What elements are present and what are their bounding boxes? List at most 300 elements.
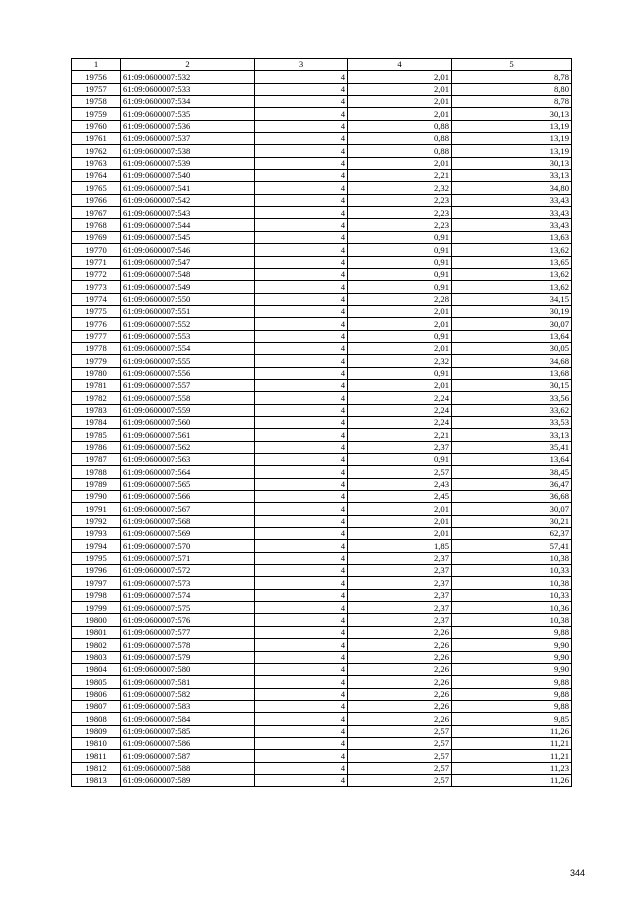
column-4-value: 2,01 [348,96,452,108]
row-number: 19782 [72,392,121,404]
column-header-1: 1 [72,59,121,71]
cadastral-number: 61:09:0600007:559 [121,404,255,416]
cadastral-number: 61:09:0600007:584 [121,713,255,725]
column-3-value: 4 [255,207,348,219]
row-number: 19775 [72,305,121,317]
row-number: 19803 [72,651,121,663]
cadastral-number: 61:09:0600007:561 [121,429,255,441]
table-row [72,367,572,379]
table-row [72,145,572,157]
column-4-value: 2,26 [348,651,452,663]
cadastral-number: 61:09:0600007:572 [121,565,255,577]
cadastral-number: 61:09:0600007:588 [121,762,255,774]
column-4-value: 0,91 [348,367,452,379]
cadastral-number: 61:09:0600007:533 [121,83,255,95]
column-4-value: 2,01 [348,318,452,330]
row-number: 19756 [72,71,121,83]
table-row [72,157,572,169]
cadastral-number: 61:09:0600007:583 [121,700,255,712]
column-4-value: 2,23 [348,207,452,219]
column-5-value: 8,80 [452,83,572,95]
column-5-value: 9,88 [452,626,572,638]
cadastral-number: 61:09:0600007:546 [121,244,255,256]
cadastral-number: 61:09:0600007:589 [121,774,255,786]
row-number: 19812 [72,762,121,774]
column-3-value: 4 [255,552,348,564]
row-number: 19795 [72,552,121,564]
row-number: 19798 [72,589,121,601]
column-3-value: 4 [255,602,348,614]
column-5-value: 34,80 [452,182,572,194]
column-3-value: 4 [255,404,348,416]
cadastral-number: 61:09:0600007:585 [121,725,255,737]
column-4-value: 2,24 [348,404,452,416]
column-4-value: 0,88 [348,120,452,132]
page-number: 344 [569,868,585,878]
column-5-value: 30,07 [452,318,572,330]
column-5-value: 13,63 [452,231,572,243]
row-number: 19759 [72,108,121,120]
column-3-value: 4 [255,145,348,157]
cadastral-number: 61:09:0600007:582 [121,688,255,700]
column-5-value: 36,68 [452,491,572,503]
column-4-value: 2,26 [348,626,452,638]
column-3-value: 4 [255,157,348,169]
column-3-value: 4 [255,762,348,774]
cadastral-number: 61:09:0600007:574 [121,589,255,601]
column-4-value: 2,01 [348,305,452,317]
column-header-3: 3 [255,59,348,71]
row-number: 19786 [72,441,121,453]
column-5-value: 13,62 [452,281,572,293]
table-row [72,281,572,293]
table-row [72,355,572,367]
column-4-value: 2,57 [348,774,452,786]
column-5-value: 30,21 [452,515,572,527]
column-5-value: 13,62 [452,268,572,280]
cadastral-number: 61:09:0600007:573 [121,577,255,589]
column-3-value: 4 [255,713,348,725]
column-5-value: 13,19 [452,120,572,132]
column-4-value: 2,37 [348,602,452,614]
column-3-value: 4 [255,565,348,577]
table-row [72,577,572,589]
column-3-value: 4 [255,750,348,762]
table-row [72,515,572,527]
row-number: 19805 [72,676,121,688]
table-row [72,244,572,256]
table-row [72,133,572,145]
column-4-value: 2,37 [348,577,452,589]
cadastral-number: 61:09:0600007:535 [121,108,255,120]
row-number: 19790 [72,491,121,503]
column-3-value: 4 [255,133,348,145]
table-row [72,503,572,515]
row-number: 19778 [72,342,121,354]
cadastral-number: 61:09:0600007:555 [121,355,255,367]
row-number: 19800 [72,614,121,626]
cadastral-number: 61:09:0600007:587 [121,750,255,762]
row-number: 19767 [72,207,121,219]
column-4-value: 2,24 [348,392,452,404]
row-number: 19792 [72,515,121,527]
table-row [72,466,572,478]
column-5-value: 34,68 [452,355,572,367]
cadastral-number: 61:09:0600007:569 [121,528,255,540]
column-5-value: 10,38 [452,577,572,589]
column-3-value: 4 [255,71,348,83]
row-number: 19810 [72,737,121,749]
cadastral-number: 61:09:0600007:545 [121,231,255,243]
table-row [72,256,572,268]
column-4-value: 2,26 [348,663,452,675]
column-5-value: 8,78 [452,71,572,83]
row-number: 19780 [72,367,121,379]
column-3-value: 4 [255,355,348,367]
table-body [72,71,572,787]
column-5-value: 13,19 [452,133,572,145]
cadastral-number: 61:09:0600007:560 [121,416,255,428]
table-row [72,454,572,466]
column-5-value: 8,78 [452,96,572,108]
column-3-value: 4 [255,379,348,391]
table-row [72,491,572,503]
cadastral-number: 61:09:0600007:544 [121,219,255,231]
row-number: 19774 [72,293,121,305]
cadastral-number: 61:09:0600007:536 [121,120,255,132]
table-row [72,318,572,330]
land-plot-table [71,58,572,787]
table-row [72,330,572,342]
column-4-value: 2,01 [348,528,452,540]
cadastral-number: 61:09:0600007:566 [121,491,255,503]
cadastral-number: 61:09:0600007:575 [121,602,255,614]
column-3-value: 4 [255,392,348,404]
column-3-value: 4 [255,318,348,330]
cadastral-number: 61:09:0600007:539 [121,157,255,169]
column-header-2: 2 [121,59,255,71]
column-3-value: 4 [255,194,348,206]
column-3-value: 4 [255,589,348,601]
table-row [72,478,572,490]
row-number: 19807 [72,700,121,712]
column-3-value: 4 [255,774,348,786]
column-4-value: 2,23 [348,219,452,231]
column-3-value: 4 [255,626,348,638]
column-4-value: 2,57 [348,725,452,737]
column-5-value: 33,13 [452,429,572,441]
table-row [72,700,572,712]
column-5-value: 9,85 [452,713,572,725]
row-number: 19763 [72,157,121,169]
column-header-4: 4 [348,59,452,71]
row-number: 19806 [72,688,121,700]
table-row [72,83,572,95]
column-4-value: 2,26 [348,639,452,651]
table-row [72,639,572,651]
cadastral-number: 61:09:0600007:578 [121,639,255,651]
column-3-value: 4 [255,441,348,453]
column-5-value: 33,13 [452,170,572,182]
column-4-value: 2,24 [348,416,452,428]
cadastral-number: 61:09:0600007:558 [121,392,255,404]
row-number: 19809 [72,725,121,737]
column-4-value: 0,91 [348,256,452,268]
cadastral-number: 61:09:0600007:567 [121,503,255,515]
table-row [72,528,572,540]
cadastral-number: 61:09:0600007:581 [121,676,255,688]
cadastral-number: 61:09:0600007:577 [121,626,255,638]
row-number: 19796 [72,565,121,577]
cadastral-number: 61:09:0600007:538 [121,145,255,157]
table-row [72,194,572,206]
column-4-value: 2,37 [348,614,452,626]
table-row [72,737,572,749]
column-3-value: 4 [255,454,348,466]
column-3-value: 4 [255,330,348,342]
row-number: 19797 [72,577,121,589]
column-3-value: 4 [255,170,348,182]
table-row [72,268,572,280]
cadastral-number: 61:09:0600007:562 [121,441,255,453]
row-number: 19762 [72,145,121,157]
table-row [72,540,572,552]
column-5-value: 30,19 [452,305,572,317]
column-5-value: 30,15 [452,379,572,391]
column-3-value: 4 [255,83,348,95]
cadastral-number: 61:09:0600007:579 [121,651,255,663]
column-3-value: 4 [255,700,348,712]
column-5-value: 30,05 [452,342,572,354]
cadastral-number: 61:09:0600007:541 [121,182,255,194]
column-5-value: 33,53 [452,416,572,428]
column-3-value: 4 [255,367,348,379]
column-5-value: 11,21 [452,737,572,749]
column-5-value: 38,45 [452,466,572,478]
column-5-value: 10,38 [452,614,572,626]
table-row [72,626,572,638]
row-number: 19764 [72,170,121,182]
table-row [72,207,572,219]
row-number: 19785 [72,429,121,441]
column-header-5: 5 [452,59,572,71]
column-4-value: 2,37 [348,552,452,564]
cadastral-number: 61:09:0600007:563 [121,454,255,466]
column-4-value: 0,91 [348,454,452,466]
column-3-value: 4 [255,268,348,280]
table-row [72,676,572,688]
table-row [72,392,572,404]
column-3-value: 4 [255,478,348,490]
column-3-value: 4 [255,577,348,589]
row-number: 19799 [72,602,121,614]
column-5-value: 33,62 [452,404,572,416]
row-number: 19788 [72,466,121,478]
row-number: 19804 [72,663,121,675]
row-number: 19771 [72,256,121,268]
table-row [72,96,572,108]
cadastral-number: 61:09:0600007:570 [121,540,255,552]
table-row [72,688,572,700]
row-number: 19773 [72,281,121,293]
cadastral-number: 61:09:0600007:568 [121,515,255,527]
row-number: 19768 [72,219,121,231]
table-row [72,552,572,564]
row-number: 19802 [72,639,121,651]
cadastral-number: 61:09:0600007:549 [121,281,255,293]
column-5-value: 35,41 [452,441,572,453]
column-5-value: 30,13 [452,157,572,169]
cadastral-number: 61:09:0600007:552 [121,318,255,330]
column-3-value: 4 [255,305,348,317]
column-3-value: 4 [255,219,348,231]
row-number: 19789 [72,478,121,490]
column-4-value: 2,21 [348,429,452,441]
table-row [72,750,572,762]
row-number: 19783 [72,404,121,416]
table-row [72,182,572,194]
table-row [72,342,572,354]
column-4-value: 2,26 [348,676,452,688]
column-5-value: 9,88 [452,676,572,688]
column-3-value: 4 [255,491,348,503]
table-row [72,231,572,243]
column-3-value: 4 [255,96,348,108]
column-5-value: 33,43 [452,207,572,219]
table-row [72,651,572,663]
column-5-value: 9,88 [452,688,572,700]
table-row [72,441,572,453]
cadastral-number: 61:09:0600007:548 [121,268,255,280]
column-4-value: 2,26 [348,713,452,725]
column-4-value: 2,32 [348,182,452,194]
cadastral-number: 61:09:0600007:571 [121,552,255,564]
column-4-value: 2,32 [348,355,452,367]
table-row [72,379,572,391]
table-row [72,565,572,577]
column-5-value: 13,64 [452,330,572,342]
column-3-value: 4 [255,676,348,688]
table-row [72,429,572,441]
row-number: 19811 [72,750,121,762]
row-number: 19794 [72,540,121,552]
cadastral-number: 61:09:0600007:537 [121,133,255,145]
cadastral-number: 61:09:0600007:586 [121,737,255,749]
column-4-value: 0,91 [348,281,452,293]
column-5-value: 10,33 [452,589,572,601]
row-number: 19781 [72,379,121,391]
table-row [72,589,572,601]
column-3-value: 4 [255,528,348,540]
column-5-value: 62,37 [452,528,572,540]
column-4-value: 2,37 [348,589,452,601]
table-row [72,713,572,725]
cadastral-number: 61:09:0600007:564 [121,466,255,478]
row-number: 19801 [72,626,121,638]
column-5-value: 33,43 [452,219,572,231]
row-number: 19787 [72,454,121,466]
column-5-value: 30,07 [452,503,572,515]
column-4-value: 0,91 [348,330,452,342]
table-row [72,725,572,737]
column-3-value: 4 [255,342,348,354]
row-number: 19813 [72,774,121,786]
row-number: 19769 [72,231,121,243]
table-row [72,416,572,428]
column-4-value: 0,88 [348,133,452,145]
row-number: 19770 [72,244,121,256]
table-header-row [72,59,572,71]
column-5-value: 57,41 [452,540,572,552]
row-number: 19766 [72,194,121,206]
column-3-value: 4 [255,231,348,243]
table-row [72,305,572,317]
column-4-value: 2,57 [348,737,452,749]
table-row [72,293,572,305]
column-3-value: 4 [255,293,348,305]
column-4-value: 2,37 [348,565,452,577]
row-number: 19772 [72,268,121,280]
cadastral-number: 61:09:0600007:553 [121,330,255,342]
column-4-value: 2,01 [348,342,452,354]
column-4-value: 2,21 [348,170,452,182]
column-3-value: 4 [255,614,348,626]
column-5-value: 13,64 [452,454,572,466]
column-4-value: 2,37 [348,441,452,453]
table-row [72,663,572,675]
table-row [72,404,572,416]
column-5-value: 10,38 [452,552,572,564]
column-4-value: 2,45 [348,491,452,503]
table-row [72,170,572,182]
column-5-value: 11,23 [452,762,572,774]
cadastral-number: 61:09:0600007:550 [121,293,255,305]
column-3-value: 4 [255,244,348,256]
row-number: 19784 [72,416,121,428]
column-4-value: 2,28 [348,293,452,305]
table-row [72,774,572,786]
column-4-value: 2,43 [348,478,452,490]
cadastral-number: 61:09:0600007:565 [121,478,255,490]
column-3-value: 4 [255,651,348,663]
cadastral-number: 61:09:0600007:580 [121,663,255,675]
row-number: 19777 [72,330,121,342]
column-5-value: 13,62 [452,244,572,256]
cadastral-number: 61:09:0600007:532 [121,71,255,83]
cadastral-number: 61:09:0600007:542 [121,194,255,206]
table-row [72,71,572,83]
column-4-value: 2,01 [348,515,452,527]
row-number: 19765 [72,182,121,194]
column-4-value: 2,57 [348,750,452,762]
table-row [72,120,572,132]
column-3-value: 4 [255,416,348,428]
column-5-value: 13,68 [452,367,572,379]
column-3-value: 4 [255,108,348,120]
column-3-value: 4 [255,256,348,268]
column-4-value: 0,88 [348,145,452,157]
table-row [72,602,572,614]
cadastral-number: 61:09:0600007:547 [121,256,255,268]
column-5-value: 11,26 [452,774,572,786]
cadastral-number: 61:09:0600007:534 [121,96,255,108]
column-5-value: 9,90 [452,663,572,675]
cadastral-number: 61:09:0600007:540 [121,170,255,182]
column-5-value: 10,33 [452,565,572,577]
column-5-value: 30,13 [452,108,572,120]
column-4-value: 2,01 [348,83,452,95]
column-5-value: 13,19 [452,145,572,157]
